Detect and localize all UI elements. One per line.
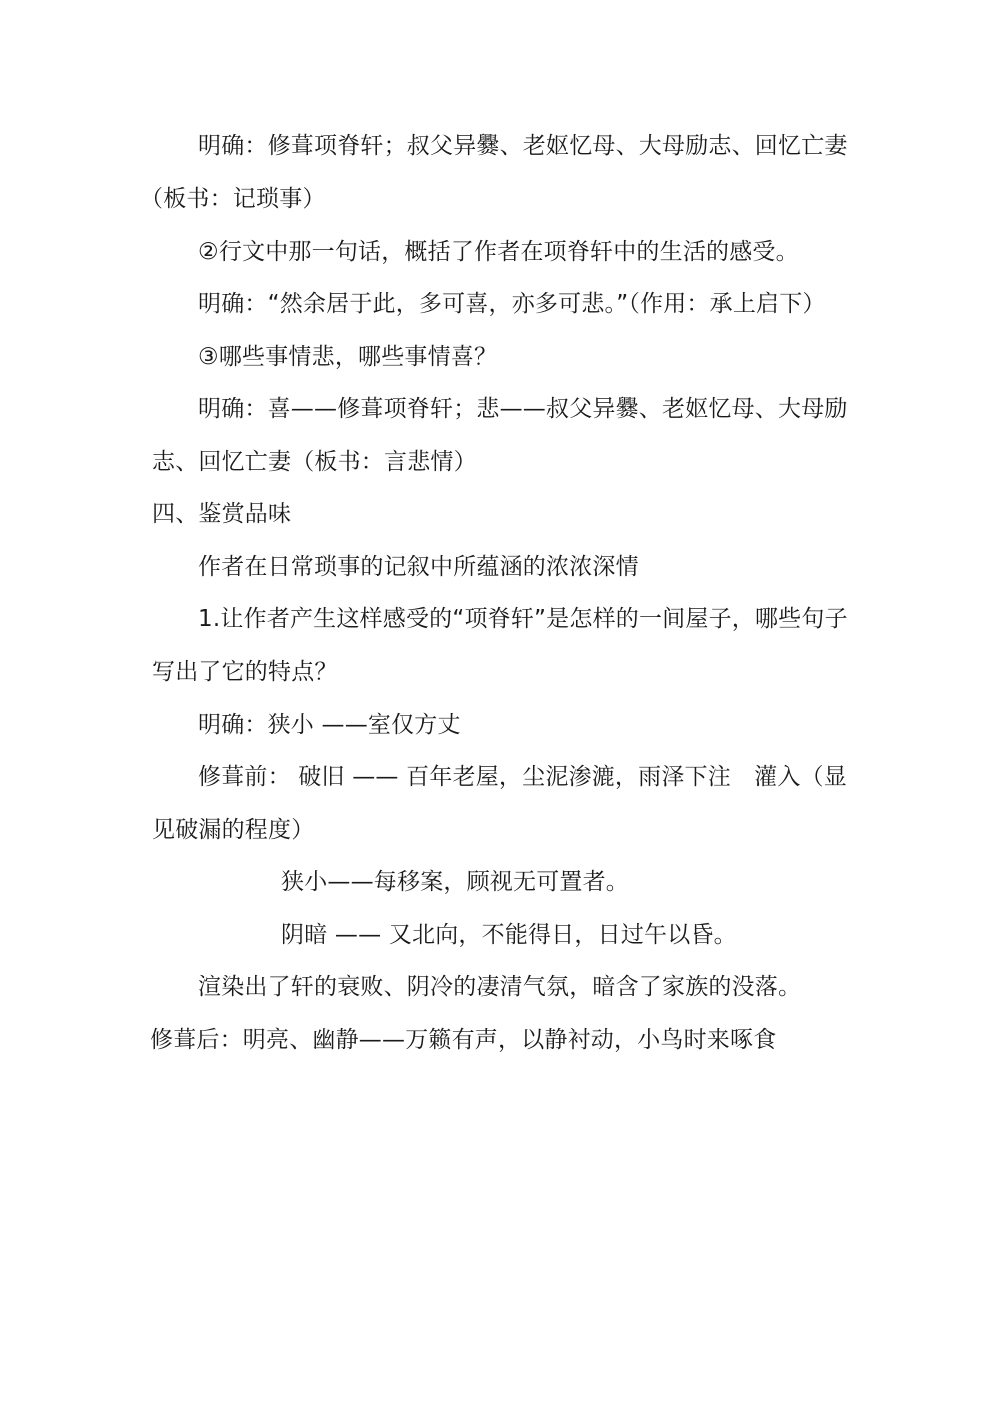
text-line-3: ②行文中那一句话，概括了作者在项脊轩中的生活的感受。: [198, 239, 799, 265]
section-heading: 四、鉴赏品味: [152, 501, 292, 527]
text-line-6: 明确：喜——修葺项脊轩；悲——叔父异爨、老妪忆母、大母励: [198, 396, 848, 422]
text-line-17: 渲染出了轩的衰败、阴冷的凄清气氛，暗含了家族的没落。: [198, 974, 802, 1000]
text-line-12: 明确：狭小 ——室仅方丈: [198, 712, 461, 738]
text-line-4: 明确：“然余居于此，多可喜，亦多可悲。”（作用：承上启下）: [198, 291, 826, 317]
text-line-1: 明确：修葺项脊轩；叔父异爨、老妪忆母、大母励志、回忆亡妻: [198, 133, 848, 159]
text-line-10: 1.让作者产生这样感受的“项脊轩”是怎样的一间屋子，哪些句子: [198, 606, 848, 632]
text-line-9: 作者在日常琐事的记叙中所蕴涵的浓浓深情: [198, 554, 639, 580]
text-line-7: 志、回忆亡妻（板书：言悲情）: [152, 449, 477, 475]
text-line-13: 修葺前： 破旧 —— 百年老屋，尘泥渗漉，雨泽下注 灌入（显: [198, 764, 847, 790]
text-line-14: 见破漏的程度）: [152, 817, 315, 843]
text-line-15: 狭小——每移案，顾视无可置者。: [281, 869, 629, 895]
text-line-5: ③哪些事情悲，哪些事情喜？: [198, 344, 498, 370]
text-line-2: （板书：记琐事）: [140, 186, 326, 212]
text-line-18: 修葺后：明亮、幽静——万籁有声，以静衬动，小鸟时来啄食: [150, 1027, 777, 1053]
text-line-11: 写出了它的特点？: [152, 659, 338, 685]
text-line-16: 阴暗 —— 又北向，不能得日，日过午以昏。: [281, 922, 737, 948]
